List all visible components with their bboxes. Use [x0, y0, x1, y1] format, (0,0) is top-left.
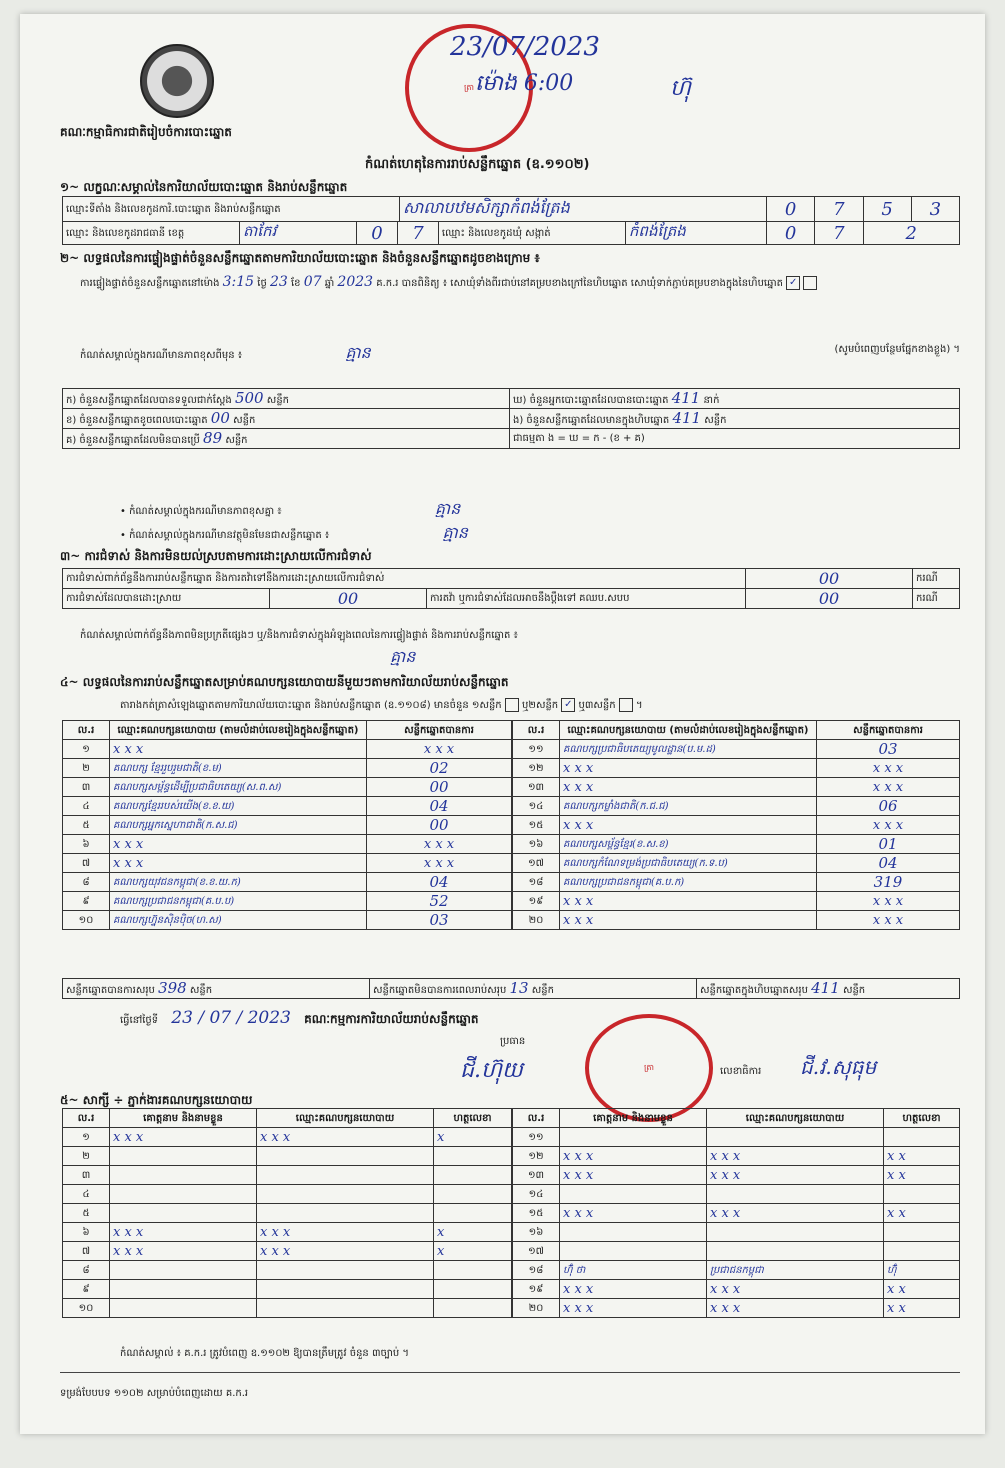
- table-row: ១៦: [513, 1223, 960, 1242]
- appeal-value: 00: [746, 589, 913, 609]
- province-label: ឈ្មោះ និងលេខកូដរាជធានី ខេត្ត: [66, 227, 185, 239]
- table-row: ៦ x x x x x x: [63, 835, 512, 854]
- chair-label: ប្រធាន: [500, 1036, 526, 1047]
- table-row: ១៥ x x x x x x: [513, 816, 960, 835]
- table-row: ១៤: [513, 1185, 960, 1204]
- handwritten-time: ម៉ោង 6:00: [475, 71, 574, 96]
- table-row: ៦ x x x x x x x: [63, 1223, 512, 1242]
- bullet-diff: • កំណត់សម្គាល់ក្នុងករណីមានភាពខុសគ្នា ៖ គ្មាន: [120, 499, 461, 518]
- d-label: ឃ) ចំនួនអ្នកបោះឆ្នោតដែលបានបោះឆ្នោត: [513, 395, 669, 406]
- section3-title: ៣~ ការជំទាស់ និងការមិនយល់ស្របតាមការដោះស្រាយលើការជំទាស់: [60, 549, 372, 563]
- table-row: ១២ x x x x x x x x: [513, 1147, 960, 1166]
- section5-title: ៥~ សាក្សី ÷ ភ្នាក់ងារគណបក្សនយោបាយ: [60, 1093, 253, 1107]
- table-row: ៣ គណបក្សសម្ព័ន្ធដើម្បីប្រជាធិបតេយ្យ(ស.ព.ស) 00: [63, 778, 512, 797]
- table-row: ១៥ x x x x x x x x: [513, 1204, 960, 1223]
- table-row: ២: [63, 1147, 512, 1166]
- day-value: 23: [269, 274, 288, 290]
- total-valid-label: សន្លឹកឆ្នោតបានការសរុប: [66, 985, 155, 996]
- table-row: ១៨ ហ៊ុំ ថា ប្រជាជនកម្ពុជា ហ៊ុំ: [513, 1261, 960, 1280]
- official-stamp-top: ត្រា: [405, 24, 533, 152]
- time-value: 3:15: [222, 274, 255, 290]
- c-value: 89: [203, 429, 223, 447]
- results-table-left: [62, 720, 512, 930]
- table-row: ១២ x x x x x x: [513, 759, 960, 778]
- table-row: ២ គណបក្ស ខ្មែររួបរួមជាតិ(ខ.ម) 02: [63, 759, 512, 778]
- irregularity-value: គ្មាន: [390, 647, 416, 666]
- emblem-logo: [140, 44, 214, 118]
- checkbox-different[interactable]: [803, 276, 817, 290]
- footnote: កំណត់សម្គាល់ ៖ គ.ក.រ ត្រូវបំពេញ ឧ.១១០២ ឱ្យបានត្រឹមត្រូវ ចំនួន ៣ច្បាប់ ។: [120, 1348, 409, 1359]
- org-name: គណៈកម្មាធិការជាតិរៀបចំការបោះឆ្នោត: [60, 125, 232, 139]
- table-row: ១១ គណបក្សប្រជាធិបតេយ្យមូលដ្ឋាន(ប.ម.ដ) 03: [513, 740, 960, 759]
- total-valid-value: 398: [158, 979, 187, 997]
- table-row: ៩: [63, 1280, 512, 1299]
- a-value: 500: [234, 389, 264, 407]
- total-invalid-value: 13: [509, 979, 529, 997]
- b-unit: សន្លឹក: [233, 415, 256, 426]
- section4-title: ៤~ លទ្ធផលនៃការរាប់សន្លឹកឆ្នោតសម្រាប់គណបក្សនយោបាយនីមួយៗតាមការិយាល័យរាប់សន្លឹកឆ្នោត: [60, 675, 509, 689]
- c-unit: សន្លឹក: [225, 435, 248, 446]
- commune-code-2: 7: [815, 222, 863, 245]
- table-row: ១៩ x x x x x x x x: [513, 1280, 960, 1299]
- table-row: ១ x x x x x x x: [63, 1128, 512, 1147]
- chair-signature: ជី.ហ៊ុយ: [460, 1058, 523, 1083]
- a-label: ក) ចំនួនសន្លឹកឆ្នោតដែលបានទទួលជាក់ស្តែង: [66, 395, 232, 406]
- e-value: 411: [672, 409, 702, 427]
- sign-date-row: ធ្វើនៅថ្ងៃទី 23 / 07 / 2023 គណៈកម្មការការិយាល័យរាប់សន្លឹកឆ្នោត: [120, 1008, 479, 1028]
- a-unit: សន្លឹក: [266, 395, 290, 406]
- section2-intro: ការផ្ទៀងផ្ទាត់ចំនួនសន្លឹកឆ្នោតនៅម៉ោង 3:15 ថ្ងៃ 23 ខែ 07 ឆ្នាំ 2023 គ.ក.រ បានពិនិត្យ ៖ សោឃុំទាំងពីរជាប់នៅគម្របខាងក្រៅនៃហិបឆ្នោត សោឃុំទាក់ភ្ជាប់គម្របខាងក្នុងនៃហិបឆ្នោត ✓: [80, 274, 960, 291]
- note-row: [80, 342, 960, 366]
- table-row: ៧ x x x x x x x: [63, 1242, 512, 1261]
- witness-table-right: ល.រ គោត្តនាម និងនាមខ្លួន ឈ្មោះគណបក្សនយោបាយ ហត្ថលេខា ១១ ១២ x x x x x x x x ១៣ x x x x x x x x ១៤ ១៥ x x x x x x x x ១៦ ១៧ ១៨ ហ៊ុំ ថា ប្រជាជនកម្ពុជា ហ៊ុំ ១៩ x x x x x x x x ២០ x x x x x x x x: [512, 1108, 960, 1318]
- table-row: ២០ x x x x x x x x: [513, 1299, 960, 1318]
- footer-divider: [60, 1372, 960, 1373]
- section1-title: ១~ លក្ខណៈសម្គាល់នៃការិយាល័យបោះឆ្នោត និងរាប់សន្លឹកឆ្នោត: [60, 180, 348, 194]
- d-unit: នាក់: [703, 395, 720, 406]
- table-row: ៨: [63, 1261, 512, 1280]
- appeal-label: ការតវ៉ា ឬការជំទាស់ដែលអាចនឹងប្តឹងទៅ គឈប.សបប: [427, 589, 746, 609]
- table-row: ១៣ x x x x x x: [513, 778, 960, 797]
- bullet-objects-value: គ្មាន: [442, 523, 468, 542]
- witness-table-left: ល.រ គោត្តនាម និងនាមខ្លួន ឈ្មោះគណបក្សនយោបាយ ហត្ថលេខា ១ x x x x x x x ២ ៣ ៤ ៥ ៦ x x x x x x x ៧ x x x x x x x ៨ ៩ ១០: [62, 1108, 512, 1318]
- objection-table: [62, 568, 960, 609]
- objection-unit: ករណី: [913, 569, 960, 589]
- province-code-2: 7: [397, 222, 438, 244]
- table-row: ៩ គណបក្សប្រជាជនកម្ពុជា(គ.ប.ប) 52: [63, 892, 512, 911]
- sign-date-value: 23 / 07 / 2023: [171, 1008, 291, 1028]
- bullet-diff-value: គ្មាន: [434, 499, 461, 518]
- section4-subnote: តារាងកត់ត្រាសំឡេងឆ្នោតតាមការិយាល័យបោះឆ្នោត និងរាប់សន្លឹកឆ្នោត (ឧ.១១០៨) មានចំនួន ១សន្លឹក ឬ២សន្លឹក ✓ ឬ៣សន្លឹក ។: [120, 699, 643, 711]
- e-label: ង) ចំនួនសន្លឹកឆ្នោតដែលមានក្នុងហិបឆ្នោត: [513, 415, 670, 426]
- total-box-value: 411: [811, 979, 840, 997]
- c-label: គ) ចំនួនសន្លឹកឆ្នោតដែលមិនបានប្រើ: [66, 435, 200, 446]
- table-row: ១១: [513, 1128, 960, 1147]
- location-code-1: 0: [767, 197, 815, 222]
- table-row: ៤ គណបក្សខ្មែររបស់យើង(ខ.ខ.យ) 04: [63, 797, 512, 816]
- location-code-3: 5: [863, 197, 911, 222]
- b-value: 00: [210, 409, 230, 427]
- table-row: ១៩ x x x x x x: [513, 892, 960, 911]
- table-row: ១៨ គណបក្សប្រជាជនកម្ពុជា(គ.ប.ក) 319: [513, 873, 960, 892]
- ballot-count-table: [62, 388, 960, 449]
- table-row: ៥ គណបក្សអ្នកស្នេហាជាតិ(ក.ស.ជ) 00: [63, 816, 512, 835]
- handwritten-initials: ហ៊ុ: [670, 76, 691, 101]
- table-row: ៥: [63, 1204, 512, 1223]
- table-row: ១៤ គណបក្សកម្លាំងជាតិ(ក.ជ.ជ) 06: [513, 797, 960, 816]
- location-label: ឈ្មោះទីតាំង និងលេខកូដការិ.បោះឆ្នោត និងរាប់សន្លឹកឆ្នោត: [63, 197, 400, 222]
- objection-label: ការជំទាស់ពាក់ព័ន្ធនឹងការរាប់សន្លឹកឆ្នោត និងការតវ៉ាទៅនឹងការដោះស្រាយលើការជំទាស់: [63, 569, 746, 589]
- checkbox-same[interactable]: ✓: [786, 276, 800, 290]
- handwritten-date: 23/07/2023: [450, 32, 600, 62]
- b-label: ខ) ចំនួនសន្លឹកឆ្នោតខូចពេលបោះឆ្នោត: [66, 415, 208, 426]
- note-value: គ្មាន: [345, 343, 371, 362]
- note-label: កំណត់សម្គាល់ក្នុងករណីមានភាពខុសពីមុន ៖: [80, 350, 243, 361]
- document-page: [20, 14, 985, 1434]
- table-row: ៧ x x x x x x: [63, 854, 512, 873]
- table-row: ១៦ គណបក្សសម្ព័ន្ធខ្មែរ(ខ.ស.ខ) 01: [513, 835, 960, 854]
- table-row: ២០ x x x x x x: [513, 911, 960, 930]
- form-code: ទម្រង់បែបបទ ១១០២ សម្រាប់បំពេញដោយ គ.ក.រ: [60, 1388, 249, 1399]
- total-invalid-label: សន្លឹកឆ្នោតមិនបានការពេលរាប់សរុប: [373, 985, 507, 996]
- total-box-label: សន្លឹកឆ្នោតក្នុងហិបឆ្នោតសរុប: [700, 985, 808, 996]
- secretary-label: លេខាធិការ: [720, 1066, 762, 1077]
- appeal-unit: ករណី: [913, 589, 960, 609]
- section1-table: [62, 196, 960, 245]
- table-row: ៤: [63, 1185, 512, 1204]
- month-value: 07: [303, 274, 322, 290]
- results-table-right: ល.រ ឈ្មោះគណបក្សនយោបាយ (តាមលំដាប់លេខរៀងក្នុងសន្លឹកឆ្នោត) សន្លឹកឆ្នោតបានការ ១១ គណបក្សប្រជាធិបតេយ្យមូលដ្ឋាន(ប.ម.ដ) 03 ១២ x x x x x x ១៣ x x x x x x ១៤ គណបក្សកម្លាំងជាតិ(ក.ជ.ជ) 06 ១៥ x x x x x x ១៦ គណបក្សសម្ព័ន្ធខ្មែរ(ខ.ស.ខ) 01 ១៧ គណបក្សកំណែទម្រង់ប្រជាធិបតេយ្យ(ក.ទ.ប) 04 ១៨ គណបក្សប្រជាជនកម្ពុជា(គ.ប.ក) 319 ១៩ x x x x x x ២០ x x x x x x: [512, 720, 960, 930]
- table-row: ១០ គណបក្សហ្វ៊ុនស៊ិនប៉ិច(ហ.ស) 03: [63, 911, 512, 930]
- location-value: សាលាបឋមសិក្សាកំពង់ត្រែង: [400, 197, 767, 222]
- table-row: ៨ គណបក្សយុវជនកម្ពុជា(ខ.ខ.យ.ក) 04: [63, 873, 512, 892]
- note-hint: (សូមបំពេញបន្ថែមផ្នែកខាងខ្លួង) ។: [834, 344, 960, 355]
- location-code-4: 3: [911, 197, 959, 222]
- secretary-signature: ជី.វ.សុធុម: [800, 1055, 877, 1079]
- commune-code-3: 2: [863, 222, 960, 245]
- table-row: ១០: [63, 1299, 512, 1318]
- commune-label: ឈ្មោះ និងលេខកូដឃុំ សង្កាត់: [438, 222, 625, 244]
- official-stamp-bottom: ត្រា: [585, 1014, 713, 1122]
- table-row: ៣: [63, 1166, 512, 1185]
- e-unit: សន្លឹក: [704, 415, 727, 426]
- d-value: 411: [671, 389, 701, 407]
- commune-code-1: 0: [767, 222, 815, 245]
- col-no: ល.រ: [63, 721, 110, 740]
- col-party: ឈ្មោះគណបក្សនយោបាយ (តាមលំដាប់លេខរៀងក្នុងសន្លឹកឆ្នោត): [110, 721, 367, 740]
- irregularity-note: កំណត់សម្គាល់ពាក់ព័ន្ធនឹងភាពមិនប្រក្រតីផ្សេងៗ ឬ/និងការជំទាស់ក្នុងអំឡុងពេលនៃការផ្ទៀងផ្ទាត់ និងការរាប់សន្លឹកឆ្នោត ៖: [80, 630, 518, 641]
- table-row: ១ x x x x x x: [63, 740, 512, 759]
- col-votes: សន្លឹកឆ្នោតបានការ: [367, 721, 512, 740]
- resolved-value: 00: [270, 589, 427, 609]
- province-code-1: 0: [357, 222, 398, 244]
- table-row: ១៧ គណបក្សកំណែទម្រង់ប្រជាធិបតេយ្យ(ក.ទ.ប) 04: [513, 854, 960, 873]
- location-code-2: 7: [815, 197, 863, 222]
- resolved-label: ការជំទាស់ដែលបានដោះស្រាយ: [63, 589, 270, 609]
- committee-label: គណៈកម្មការការិយាល័យរាប់សន្លឹកឆ្នោត: [304, 1012, 479, 1026]
- province-value: តាកែវ: [240, 222, 357, 244]
- section2-title: ២~ លទ្ធផលនៃការផ្ទៀងផ្ទាត់ចំនួនសន្លឹកឆ្នោតតាមការិយាល័យបោះឆ្នោត និងចំនួនសន្លឹកឆ្នោតដូចខាងក្រោម ៖: [60, 251, 540, 265]
- table-row: ១៧: [513, 1242, 960, 1261]
- commune-value: កំពង់ត្រែង: [625, 222, 766, 244]
- bullet-objects: • កំណត់សម្គាល់ក្នុងករណីមានវត្ថុមិនមែនជាសន្លឹកឆ្នោត ៖ គ្មាន: [120, 523, 468, 542]
- table-row: ១៣ x x x x x x x x: [513, 1166, 960, 1185]
- totals-row: សន្លឹកឆ្នោតបានការសរុប 398 សន្លឹក សន្លឹកឆ្នោតមិនបានការពេលរាប់សរុប 13 សន្លឹក សន្លឹកឆ្នោតក្នុងហិបឆ្នោតសរុប 411 សន្លឹក: [62, 978, 960, 999]
- formula: ជាធម្មតា ង = ឃ = ក - (ខ + គ): [510, 429, 960, 449]
- year-value: 2023: [337, 274, 374, 290]
- objection-value: 00: [746, 569, 913, 589]
- form-title: កំណត់ហេតុនៃការរាប់សន្លឹកឆ្នោត (ឧ.១១០២): [365, 157, 590, 172]
